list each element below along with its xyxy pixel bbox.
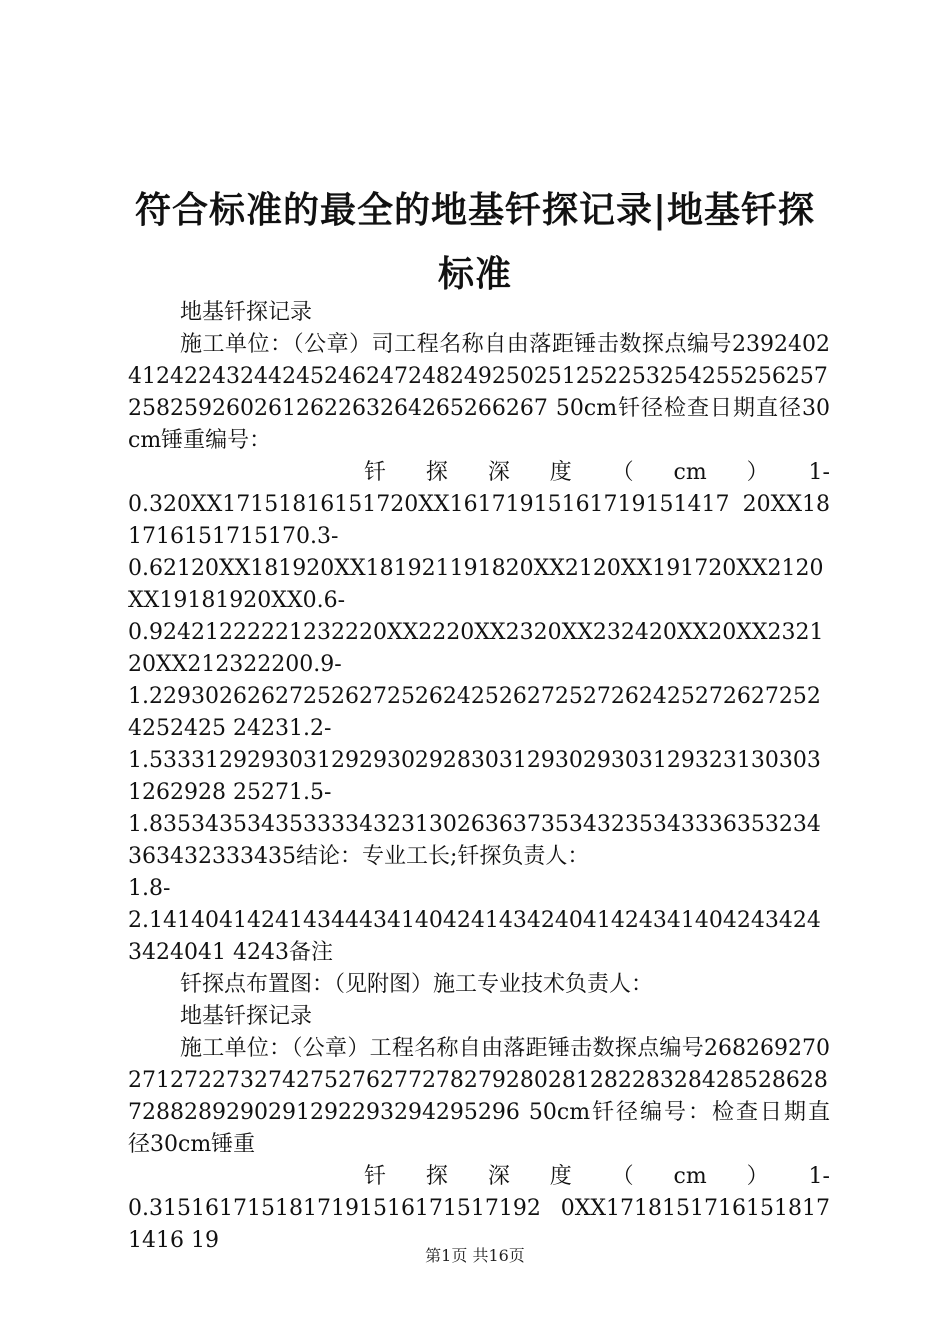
data-paragraph: 1.5333129293031292930292830312930293031293231303031262928 25271.5- bbox=[128, 748, 821, 805]
conclusion-paragraph: 1.835343534353333432313026363735343235343336353234363432333435结论：专业工长;钎探负责人： bbox=[128, 812, 821, 869]
depth-range-label: 1.8- bbox=[128, 876, 171, 901]
depth-heading: 钎探深度（cm）1- bbox=[364, 460, 830, 485]
record-paragraph: 施工单位：（公章）司工程名称自由落距锤击数探点编号239240241242243244245246247248249250251252253254255256257258259260261262263264265266267 50cm钎径检查日期直径30cm锤重编号： bbox=[128, 332, 830, 453]
page-title: 符合标准的最全的地基钎探记录|地基钎探标准 bbox=[134, 189, 816, 295]
document-body bbox=[128, 297, 830, 1257]
layout-note-paragraph: 钎探点布置图：（见附图）施工专业技术负责人： bbox=[180, 972, 654, 997]
data-paragraph: 0.62120XX181920XX181921191820XX2120XX191720XX2120XX19181920XX0.6- bbox=[128, 556, 824, 613]
section-heading: 地基钎探记录 bbox=[180, 1004, 313, 1029]
data-paragraph: 0.92421222221232220XX2220XX2320XX232420XX20XX232120XX212322200.9- bbox=[128, 620, 824, 677]
record-paragraph: 施工单位：（公章）工程名称自由落距锤击数探点编号268269270271272273274275276277278279280281282283284285286287288289290291292293294295296 50cm钎径编号：检查日期直径30cm锤重 bbox=[128, 1036, 830, 1157]
data-paragraph: 0.3151617151817191516171517192 0XX17181517161518171416 19 bbox=[128, 1196, 830, 1253]
remarks-paragraph: 2.1414041424143444341404241434240414243414042434243424041 4243备注 bbox=[128, 908, 821, 965]
data-paragraph: 0.320XX17151816151720XX16171915161719151417 20XX181716151715170.3- bbox=[128, 492, 830, 549]
section-heading: 地基钎探记录 bbox=[180, 300, 313, 325]
depth-heading: 钎探深度（cm）1- bbox=[364, 1164, 830, 1189]
data-paragraph: 1.2293026262725262725262425262725272624252726272524252425 24231.2- bbox=[128, 684, 821, 741]
page-footer: 第1页 共16页 bbox=[425, 1246, 525, 1265]
